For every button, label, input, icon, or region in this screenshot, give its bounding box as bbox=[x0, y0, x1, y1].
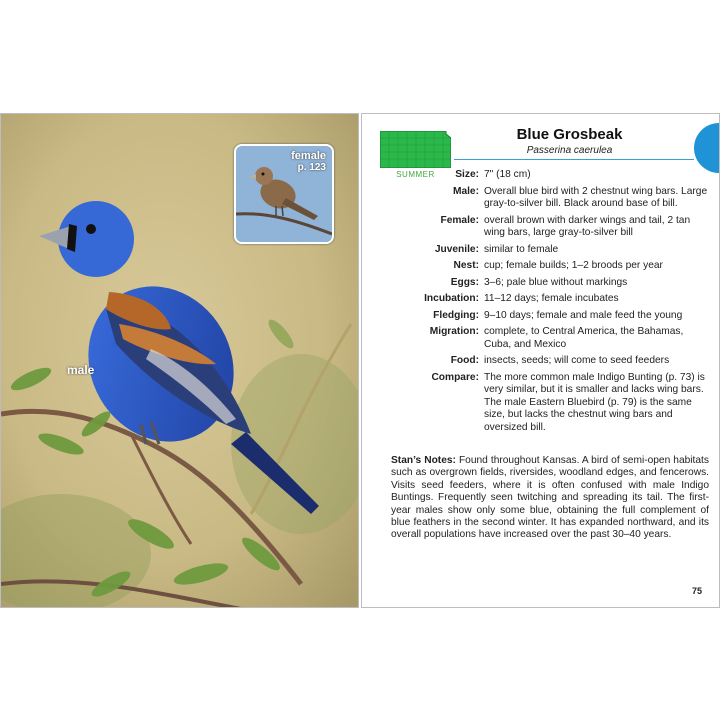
fact-food: Food: insects, seeds; will come to seed feeders bbox=[450, 355, 670, 366]
male-label: male bbox=[67, 363, 95, 377]
notes-label: Stan’s Notes: bbox=[391, 455, 456, 466]
fact-size: Size: 7" (18 cm) bbox=[455, 169, 531, 180]
color-tab bbox=[694, 123, 720, 173]
female-page-ref: p. 123 bbox=[297, 162, 326, 173]
fact-female: Female: overall brown with darker wings and tail, 2 tan wing bars, large gray-to-silver bill bbox=[440, 214, 691, 238]
fact-migration: Migration: complete, to Central America, the Bahamas, Cuba, and Mexico bbox=[429, 326, 684, 350]
season-label: SUMMER bbox=[396, 170, 435, 179]
title-rule bbox=[454, 159, 694, 160]
kansas-range-map bbox=[380, 131, 451, 168]
stans-notes bbox=[391, 455, 709, 542]
fact-nest: Nest: cup; female builds; 1–2 broods per year bbox=[453, 260, 663, 271]
page-number: 75 bbox=[691, 586, 702, 596]
female-inset-label: female p. 123 bbox=[291, 150, 326, 173]
common-name: Blue Grosbeak bbox=[516, 126, 623, 143]
notes-text: Found throughout Kansas. A bird of semi-open habitats such as overgrown fields, riversides, woodland edges, and fencerows. Visits seed feeders, where it is often confused with male Indigo Buntings. Frequently seen twitching and spreading its tail. The first-year males show only some blue, obtaining the full complement of blue feathers in the second winter. It has expanded northward, and its overall populations have increased over the past 30–40 years. bbox=[391, 455, 709, 541]
female-inset-photo bbox=[234, 144, 334, 244]
fact-incubation: Incubation: 11–12 days; female incubates bbox=[424, 293, 619, 304]
fact-eggs: Eggs: 3–6; pale blue without markings bbox=[450, 276, 628, 288]
fact-fledging: Fledging: 9–10 days; female and male feed the young bbox=[433, 309, 683, 321]
text-page bbox=[361, 113, 720, 608]
species-title bbox=[457, 126, 682, 156]
fact-juvenile: Juvenile: similar to female bbox=[434, 243, 559, 255]
scientific-name: Passerina caerulea bbox=[526, 145, 613, 156]
facts-list bbox=[374, 169, 709, 438]
fact-compare: Compare: The more common male Indigo Bunting (p. 73) is very similar, but it is smaller and lacks wing bars. The male Eastern Bluebird (p. 79) is the same size, but lacks the chestnut wing bars and oversized bill. bbox=[431, 371, 705, 433]
photo-page bbox=[0, 113, 359, 608]
fact-male: Male: Overall blue bird with 2 chestnut wing bars. Large gray-to-silver bill. Black around base of bill. bbox=[452, 185, 708, 209]
book-spread bbox=[0, 113, 720, 608]
